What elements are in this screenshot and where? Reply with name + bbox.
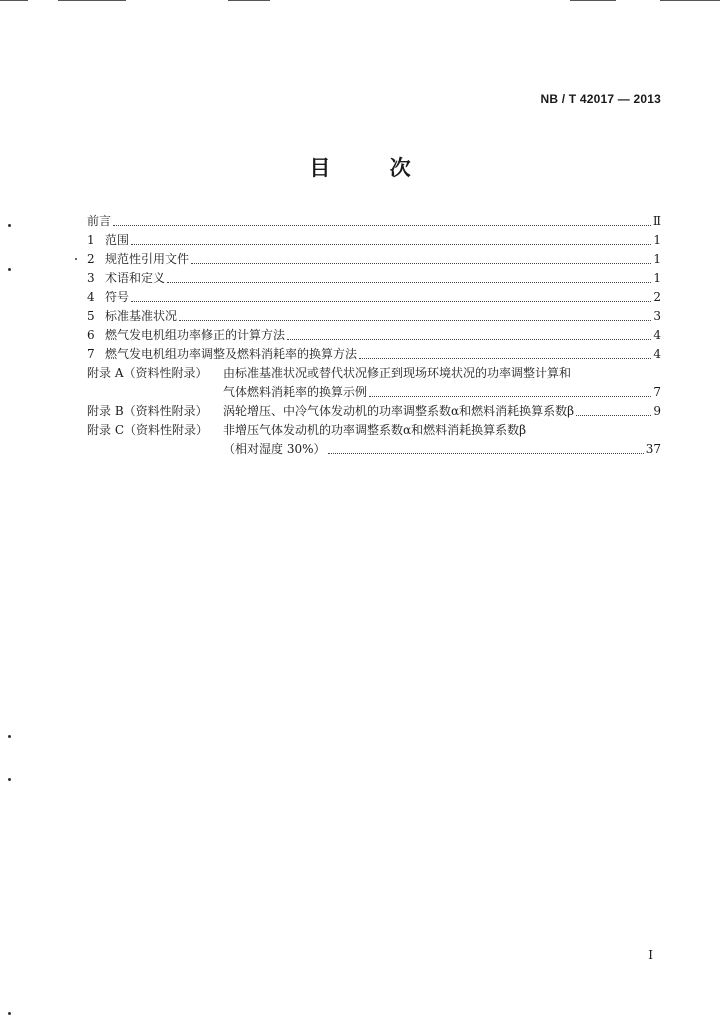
toc-entry-chapter[interactable]: [87, 307, 661, 326]
toc-label: 气体燃料消耗率的换算示例: [223, 385, 368, 399]
toc-chapter-number: 4: [87, 290, 95, 304]
toc-label: 前言: [87, 214, 112, 228]
toc-chapter-number: 6: [87, 328, 95, 342]
toc-label: 符号: [105, 290, 130, 304]
toc-chapter-number: 5: [87, 309, 95, 323]
toc-leader: [113, 224, 651, 226]
toc-chapter-number: 7: [87, 347, 95, 361]
toc-page-number: 1: [653, 252, 661, 266]
scan-edge-line: [660, 0, 720, 1]
scan-edge-line: [0, 0, 28, 1]
toc-page-number: 4: [653, 347, 661, 361]
table-of-contents: [87, 212, 661, 459]
toc-leader: [167, 281, 651, 283]
toc-leader: [191, 262, 651, 264]
scan-speck: [8, 735, 11, 738]
toc-leader: [131, 243, 651, 245]
toc-chapter-number: 1: [87, 233, 95, 247]
toc-entry-appendix-a[interactable]: [87, 364, 661, 383]
toc-entry-chapter[interactable]: [87, 269, 661, 288]
appendix-id: 附录 B（资料性附录）: [87, 404, 208, 418]
toc-page-number: 2: [653, 290, 661, 304]
toc-leader: [369, 395, 651, 397]
toc-leader: [328, 452, 644, 454]
toc-label: 术语和定义: [105, 271, 166, 285]
toc-label: 由标准基准状况或替代状况修正到现场环境状况的功率调整计算和: [223, 366, 572, 380]
appendix-id: 附录 C（资料性附录）: [87, 423, 208, 437]
toc-entry-chapter[interactable]: [87, 231, 661, 250]
toc-leader: [179, 319, 651, 321]
page-number: I: [648, 948, 653, 962]
toc-label: 燃气发电机组功率修正的计算方法: [105, 328, 286, 342]
scan-edge-line: [570, 0, 616, 1]
toc-entry-chapter[interactable]: [87, 345, 661, 364]
appendix-id: 附录 A（资料性附录）: [87, 366, 208, 380]
toc-page-number: 37: [645, 442, 661, 456]
toc-entry-preface[interactable]: [87, 212, 661, 231]
toc-entry-chapter[interactable]: [87, 326, 661, 345]
toc-label: 非增压气体发动机的功率调整系数α和燃料消耗换算系数β: [223, 423, 527, 437]
toc-entry-chapter[interactable]: [87, 288, 661, 307]
scan-speck: [8, 1012, 11, 1015]
scan-speck: [8, 224, 11, 227]
toc-page-number: Ⅱ: [652, 214, 661, 228]
toc-leader: [359, 357, 651, 359]
toc-label: 涡轮增压、中冷气体发动机的功率调整系数α和燃料消耗换算系数β: [223, 404, 575, 418]
toc-label: 标准基准状况: [105, 309, 178, 323]
toc-leader: [576, 414, 651, 416]
toc-page-number: 1: [653, 233, 661, 247]
toc-entry-appendix-c-continued[interactable]: [87, 440, 661, 459]
toc-entry-appendix-c[interactable]: [87, 421, 661, 440]
toc-entry-appendix-b[interactable]: [87, 402, 661, 421]
toc-entry-appendix-a-continued[interactable]: [87, 383, 661, 402]
scan-speck: [75, 258, 77, 260]
toc-page-number: 4: [653, 328, 661, 342]
scan-edge-line: [58, 0, 126, 1]
toc-page-number: 9: [653, 404, 661, 418]
page-title: 目 次: [309, 156, 437, 180]
scan-speck: [8, 268, 11, 271]
toc-leader: [287, 338, 651, 340]
scan-speck: [8, 778, 11, 781]
standard-code: NB / T 42017 — 2013: [540, 92, 661, 106]
toc-label: 燃气发电机组功率调整及燃料消耗率的换算方法: [105, 347, 358, 361]
toc-page-number: 1: [653, 271, 661, 285]
toc-label: 范围: [105, 233, 130, 247]
toc-label: 规范性引用文件: [105, 252, 190, 266]
toc-chapter-number: 2: [87, 252, 95, 266]
toc-page-number: 7: [653, 385, 661, 399]
toc-page-number: 3: [653, 309, 661, 323]
toc-entry-chapter[interactable]: [87, 250, 661, 269]
toc-leader: [131, 300, 651, 302]
toc-label: （相对湿度 30%）: [223, 442, 326, 456]
toc-chapter-number: 3: [87, 271, 95, 285]
scan-edge-line: [228, 0, 270, 1]
